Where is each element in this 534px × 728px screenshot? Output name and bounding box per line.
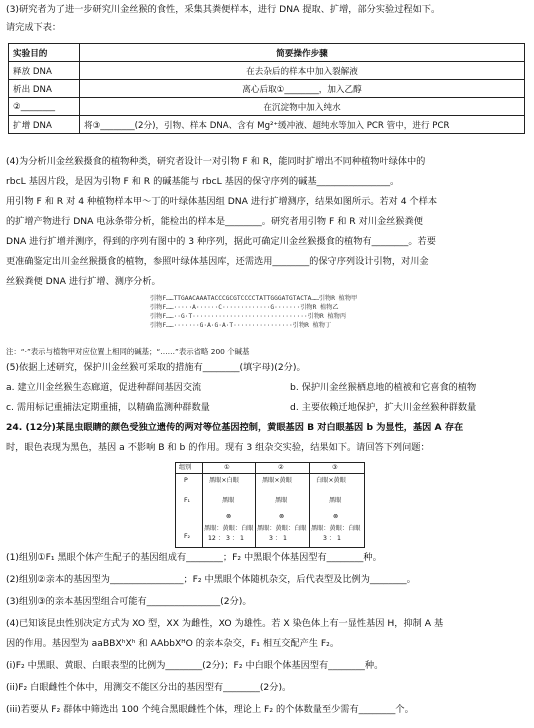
q5-option-c: c. 需用标记重捕法定期重捕，以精确监测种群数量 [6, 402, 210, 413]
cross-f2-header: 黑眼：黄眼：白眼 [257, 525, 307, 532]
sequence-row: 引物F……·····A······C·············G·······引物R 植物乙 [150, 304, 339, 311]
cross-f2-label: F₂ [184, 533, 191, 540]
cross-group-label: 组别 [179, 464, 192, 471]
q24-part3: (3)组别③的亲本基因型组合可能有________________(2分)。 [6, 596, 252, 607]
sequence-row: 引物F……·······G·A·G·A·T················引物R 植物丁 [150, 322, 332, 329]
cross-f2-ratio-1: 12 ： 3 ： 1 [208, 535, 244, 542]
table-header-purpose: 实验目的 [9, 44, 80, 62]
cross-f1-1: 黑眼 [222, 497, 235, 504]
table-cell: 将③________(2分)，引物、样本 DNA、含有 Mg²⁺缓冲液、超纯水等加入 PCR 管中，进行 PCR [80, 116, 525, 134]
cross-p-2: 黑眼×黄眼 [262, 477, 292, 484]
selfing-symbol: ⊗ [226, 513, 232, 520]
column-divider [202, 463, 203, 547]
table-cell: 在沉淀物中加入纯水 [80, 98, 525, 116]
q4-line: 丝猴粪便 DNA 进行扩增、测序分析。 [6, 276, 161, 287]
cross-p-1: 黑眼×白眼 [209, 477, 239, 484]
table-row [9, 80, 525, 98]
q5-option-b: b. 保护川金丝猴栖息地的植被和它喜食的植物 [290, 382, 477, 393]
q24-part4-iii: (iii)若要从 F₂ 群体中筛选出 100 个纯合黑眼雌性个体，理论上 F₂ 的个体数量至少需有________个。 [6, 704, 414, 715]
cross-p-label: P [184, 477, 188, 484]
table-row [9, 98, 525, 116]
q24-stem-line1: 24. (12分)某昆虫眼睛的颜色受独立遗传的两对等位基因控制，黄眼基因 B 对白眼基因 b 为显性，基因 A 存在 [6, 422, 464, 433]
q24-part4-ii: (ii)F₂ 白眼雌性个体中，用测交不能区分出的基因型有________(2分)。 [6, 682, 292, 693]
cross-f2-header: 黑眼：黄眼：白眼 [311, 525, 361, 532]
q5-option-a: a. 建立川金丝猴生态廊道，促进种群间基因交流 [6, 382, 202, 393]
cross-f2-ratio-2: 3 ： 1 [269, 535, 287, 542]
selfing-symbol: ⊗ [333, 513, 339, 520]
cross-group-2: ② [278, 464, 284, 471]
q5-question: (5)依据上述研究，保护川金丝猴可采取的措施有________(填字母)(2分)。 [6, 362, 306, 373]
sequence-note: 注：“·”表示与植物甲对应位置上相同的碱基；“……”表示省略 200 个碱基 [6, 347, 250, 356]
cross-f1-label: F₁ [184, 497, 191, 504]
cross-f2-header: 黑眼：黄眼：白眼 [204, 525, 254, 532]
experiment-table [8, 43, 525, 134]
q4-line: DNA 进行扩增并测序，得到的序列有图中的 3 种序列，据此可确定川金丝猴摄食的植物有________。若要 [6, 236, 436, 247]
q4-line: 用引物 F 和 R 对 4 种植物样本甲～丁的叶绿体基因组 DNA 进行扩增测序，结果如图所示。若对 4 个样本 [6, 196, 438, 207]
column-divider [255, 463, 256, 547]
q24-stem-line2: 时，眼色表现为黑色，基因 a 不影响 B 和 b 的作用。现有 3 组杂交实验，结果如下。请回答下列问题： [6, 442, 430, 453]
table-cell: ②________ [9, 98, 80, 116]
sequence-row: 引物F……TTGAACAAATACCCGCGTCCCCTATTGGGATGTACTA……引物R 植物甲 [150, 295, 358, 302]
sequence-figure [150, 294, 385, 330]
table-header-steps: 简要操作步骤 [80, 44, 525, 62]
q24-part4-i: (i)F₂ 中黑眼、黄眼、白眼表型的比例为________(2分)；F₂ 中白眼个体基因型有________种。 [6, 660, 384, 671]
q4-line: 更准确鉴定出川金丝猴摄食的植物，参照叶绿体基因库，还需选用________的保守序列设计引物，对川金 [6, 256, 429, 267]
q24-part4-line2: 因的作用。基因型为 aaBBXʰXʰ 和 AAbbXᴴO 的亲本杂交，F₁ 相互交配产生 F₂。 [6, 638, 340, 649]
selfing-symbol: ⊗ [279, 513, 285, 520]
q3-intro: (3)研究者为了进一步研究川金丝猴的食性，采集其粪便样本，进行 DNA 提取、扩增，部分实验过程如下。 [6, 4, 441, 15]
q24-part4-line1: (4)已知该昆虫性别决定方式为 XO 型，XX 为雌性，XO 为雄性。若 X 染色体上有一显性基因 H，抑制 A 基 [6, 618, 444, 629]
cross-p-3: 白眼×黄眼 [316, 477, 346, 484]
table-cell: 离心后取①________，加入乙醇 [80, 80, 525, 98]
q3-instruction: 请完成下表： [6, 22, 62, 33]
q4-line: 的扩增产物进行 DNA 电泳条带分析，能检出的样本是________。研究者用引物 F 和 R 对川金丝猴粪便 [6, 216, 423, 227]
cross-group-1: ① [224, 464, 230, 471]
cross-diagram [175, 462, 365, 548]
table-cell: 在去杂后的样本中加入裂解液 [80, 62, 525, 80]
table-cell: 扩增 DNA [9, 116, 80, 134]
cross-f2-ratio-3: 3 ： 1 [323, 535, 341, 542]
sequence-row: 引物F……··G·T·······························引物R 植物丙 [150, 313, 347, 320]
q4-line: rbcL 基因片段，是因为引物 F 和 R 的碱基能与 rbcL 基因的保守序列的碱基________________。 [6, 176, 400, 187]
table-row [9, 116, 525, 134]
q24-part2: (2)组别②亲本的基因型为________________；F₂ 中黑眼个体随机杂交，后代表型及比例为________。 [6, 574, 416, 585]
table-header-row [9, 44, 525, 62]
table-row [9, 62, 525, 80]
q24-part1: (1)组别①F₁ 黑眼个体产生配子的基因组成有________；F₂ 中黑眼个体基因型有________种。 [6, 552, 382, 563]
table-cell: 释放 DNA [9, 62, 80, 80]
cross-f1-2: 黑眼 [275, 497, 288, 504]
cross-f1-3: 黑眼 [329, 497, 342, 504]
cross-group-3: ③ [332, 464, 338, 471]
column-divider [309, 463, 310, 547]
q5-option-d: d. 主要依赖迁地保护，扩大川金丝猴种群数量 [290, 402, 477, 413]
table-cell: 析出 DNA [9, 80, 80, 98]
q4-line: (4)为分析川金丝猴摄食的植物种类，研究者设计一对引物 F 和 R，能同时扩增出不同种植物叶绿体中的 [6, 156, 426, 167]
